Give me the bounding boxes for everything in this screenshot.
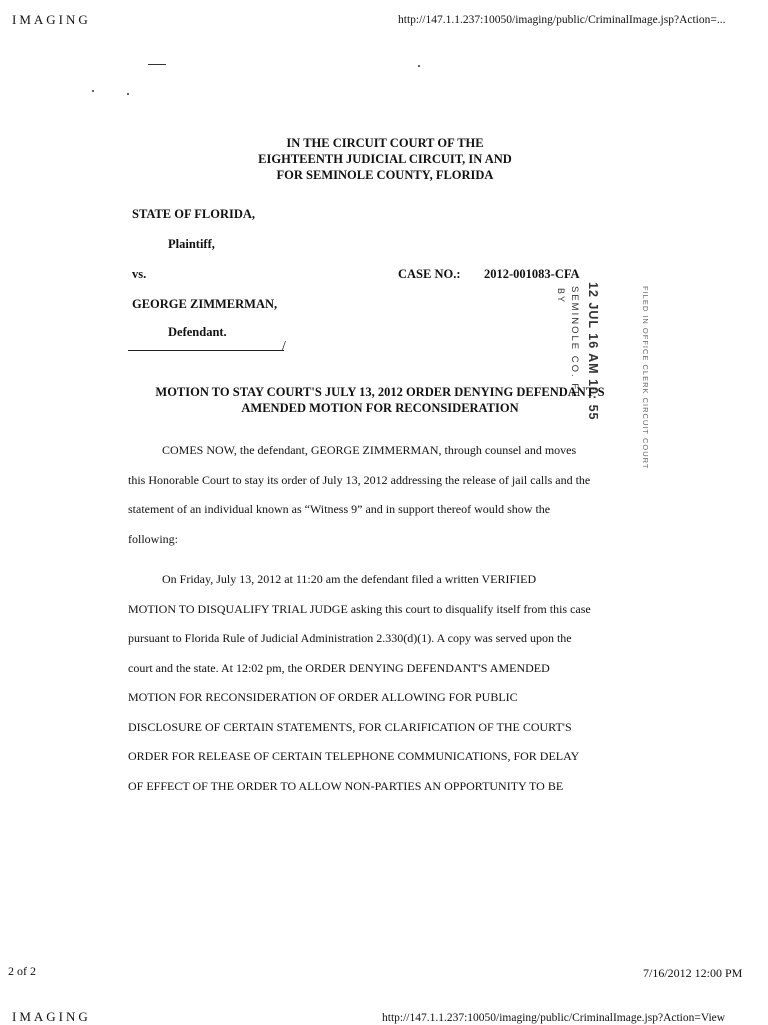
body-line: this Honorable Court to stay its order of July 13, 2012 addressing the release of jail calls and the (128, 472, 591, 487)
court-heading-line: IN THE CIRCUIT COURT OF THE (286, 136, 484, 150)
plaintiff-role: Plaintiff, (168, 237, 215, 251)
motion-title-line: AMENDED MOTION FOR RECONSIDERATION (241, 401, 519, 415)
body-line: ORDER FOR RELEASE OF CERTAIN TELEPHONE COMMUNICATIONS, FOR DELAY (128, 749, 580, 763)
case-number-label: CASE NO.: (398, 267, 461, 281)
body-line: MOTION FOR RECONSIDERATION OF ORDER ALLOWING FOR PUBLIC (128, 690, 518, 704)
viewer-header-title: IMAGING (12, 12, 91, 27)
page-indicator: 2 of 2 (8, 964, 36, 978)
court-heading (180, 135, 590, 183)
versus-label: vs. (132, 267, 147, 281)
body-line: court and the state. At 12:02 pm, the ORDER DENYING DEFENDANT'S AMENDED (128, 660, 550, 675)
motion-title-line: MOTION TO STAY COURT'S JULY 13, 2012 ORDER DENYING DEFENDANT'S (155, 385, 605, 399)
body-paragraph-2 (128, 565, 591, 801)
case-number-value: 2012-001083-CFA (484, 267, 580, 281)
defendant-name: GEORGE ZIMMERMAN, (132, 297, 278, 311)
scan-dot (418, 65, 420, 67)
body-line: following: (128, 531, 178, 546)
stamp-date-line: 12 JUL 16 AM 10: 55 (586, 282, 600, 421)
body-line: DISCLOSURE OF CERTAIN STATEMENTS, FOR CLARIFICATION OF THE COURT'S (128, 719, 572, 734)
motion-title (120, 384, 640, 416)
viewer-footer-url: http://147.1.1.237:10050/imaging/public/CriminalImage.jsp?Action=View (382, 1012, 726, 1024)
body-line (128, 565, 591, 595)
body-line-text: On Friday, July 13, 2012 at 11:20 am the defendant filed a written VERIFIED (162, 572, 537, 586)
scan-dot (92, 90, 94, 92)
body-line: MOTION TO DISQUALIFY TRIAL JUDGE asking this court to disqualify itself from this case (128, 601, 591, 616)
body-line-text: COMES NOW, the defendant, GEORGE ZIMMERMAN, through counsel and moves (162, 443, 577, 457)
print-datetime: 7/16/2012 12:00 PM (643, 966, 743, 980)
viewer-footer-title: IMAGING (12, 1009, 91, 1024)
court-heading-line: EIGHTEENTH JUDICIAL CIRCUIT, IN AND (258, 152, 512, 166)
defendant-role: Defendant. (168, 325, 227, 339)
stamp-by-line: BY (556, 288, 566, 305)
court-heading-line: FOR SEMINOLE COUNTY, FLORIDA (276, 168, 494, 182)
stamp-county-line: SEMINOLE CO. FL (569, 286, 580, 399)
caption-signature-rule (128, 350, 284, 351)
body-line: pursuant to Florida Rule of Judicial Administration 2.330(d)(1). A copy was served upon the (128, 631, 572, 645)
scan-dot (127, 93, 129, 95)
caption-rule-slash: / (282, 339, 286, 354)
stamp-office-line: FILED IN OFFICE CLERK CIRCUIT COURT (641, 286, 650, 470)
scan-mark (148, 64, 166, 65)
viewer-header-url: http://147.1.1.237:10050/imaging/public/CriminalImage.jsp?Action=... (398, 14, 726, 26)
body-line: OF EFFECT OF THE ORDER TO ALLOW NON-PARTIES AN OPPORTUNITY TO BE (128, 778, 564, 793)
plaintiff-name: STATE OF FLORIDA, (132, 207, 256, 221)
body-line: statement of an individual known as “Witness 9” and in support thereof would show the (128, 502, 551, 516)
body-line (128, 436, 590, 466)
body-paragraph-1 (128, 436, 590, 554)
